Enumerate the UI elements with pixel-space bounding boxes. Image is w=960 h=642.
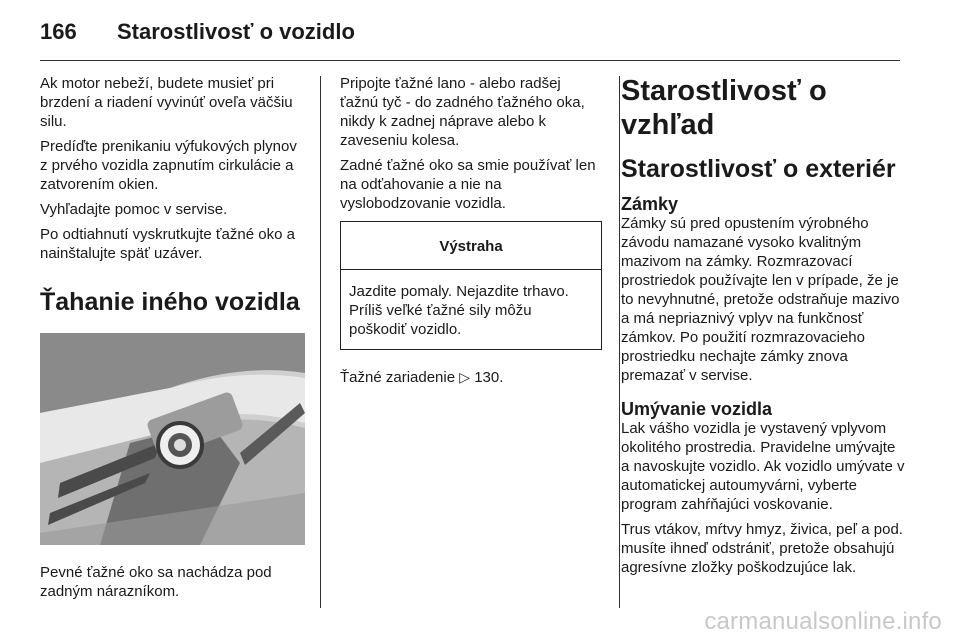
section-heading-exterior: Starostlivosť o exteriér [621,155,896,183]
warning-text: Jazdite pomaly. Nejazdite trhavo. Príliš veľké ťažné sily môžu poškodiť vozidlo. [349,283,569,338]
paragraph: Vyhľadajte pomoc v servise. [40,201,228,218]
page-header [0,0,960,62]
page-number: 166 [40,19,77,44]
column-middle [340,74,602,393]
chapter-heading: Starostlivosť o vzhľad [621,75,827,141]
subheading-washing: Umývanie vozidla [621,399,773,419]
header-rule [40,60,900,61]
cross-reference [340,368,602,387]
towing-eye-photo [40,333,305,545]
paragraph: Ak motor nebeží, budete musieť pri brzdení a riadení vyvinúť oveľa väčšiu silu. [40,75,293,130]
column-left [40,74,308,607]
warning-title: Výstraha [341,222,601,270]
reference-label: Ťažné zariadenie [340,369,456,386]
column-divider [619,76,620,608]
subheading-locks: Zámky [621,194,679,214]
warning-box [340,221,602,350]
column-divider [320,76,321,608]
paragraph: Zadné ťažné oko sa smie používať len na odťahovanie a nie na vyslobodzovanie vozidla. [340,157,596,212]
page-title: Starostlivosť o vozidlo [117,19,355,44]
section-heading-towing: Ťahanie iného vozidla [40,288,300,316]
paragraph: Pripojte ťažné lano - alebo radšej ťažnú tyč - do zadného ťažného oka, nikdy k zadnej náprave alebo k zaveseniu kolesa. [340,75,585,149]
photo-caption: Pevné ťažné oko sa nachádza pod zadným nárazníkom. [40,564,272,600]
page-ref-arrow-icon: ▷ [459,369,471,385]
paragraph: Po odtiahnutí vyskrutkujte ťažné oko a nainštalujte späť uzáver. [40,226,295,262]
paragraph: Predíďte prenikaniu výfukových plynov z prvého vozidla zapnutím cirkulácie a zatvorením okien. [40,138,297,193]
watermark: carmanualsonline.info [704,608,942,635]
paragraph: Lak vášho vozidla je vystavený vplyvom okolitého prostredia. Pravidelne umývajte a navoskujte vozidlo. Ak vozidlo umývate v automatickej autoumyvárni, vyberte program zahŕňajúci voskovanie. [621,420,905,513]
paragraph: Zámky sú pred opustením výrobného závodu namazané vysoko kvalitným mazivom na zámky. Rozmrazovací prostriedok používajte len v prípade, že je to nevyhnutné, pretože odstraňuje mazivo a má nepriaznivý vplyv na funkčnosť zámkov. Po použití rozmrazovacieho prostriedku nechajte zámky znova premazať v servise. [621,215,900,384]
paragraph: Trus vtákov, mŕtvy hmyz, živica, peľ a pod. musíte ihneď odstrániť, pretože obsahujú agresívne zložky poškodzujúce lak. [621,521,903,576]
column-right [621,74,906,583]
reference-page[interactable]: 130. [474,369,504,386]
